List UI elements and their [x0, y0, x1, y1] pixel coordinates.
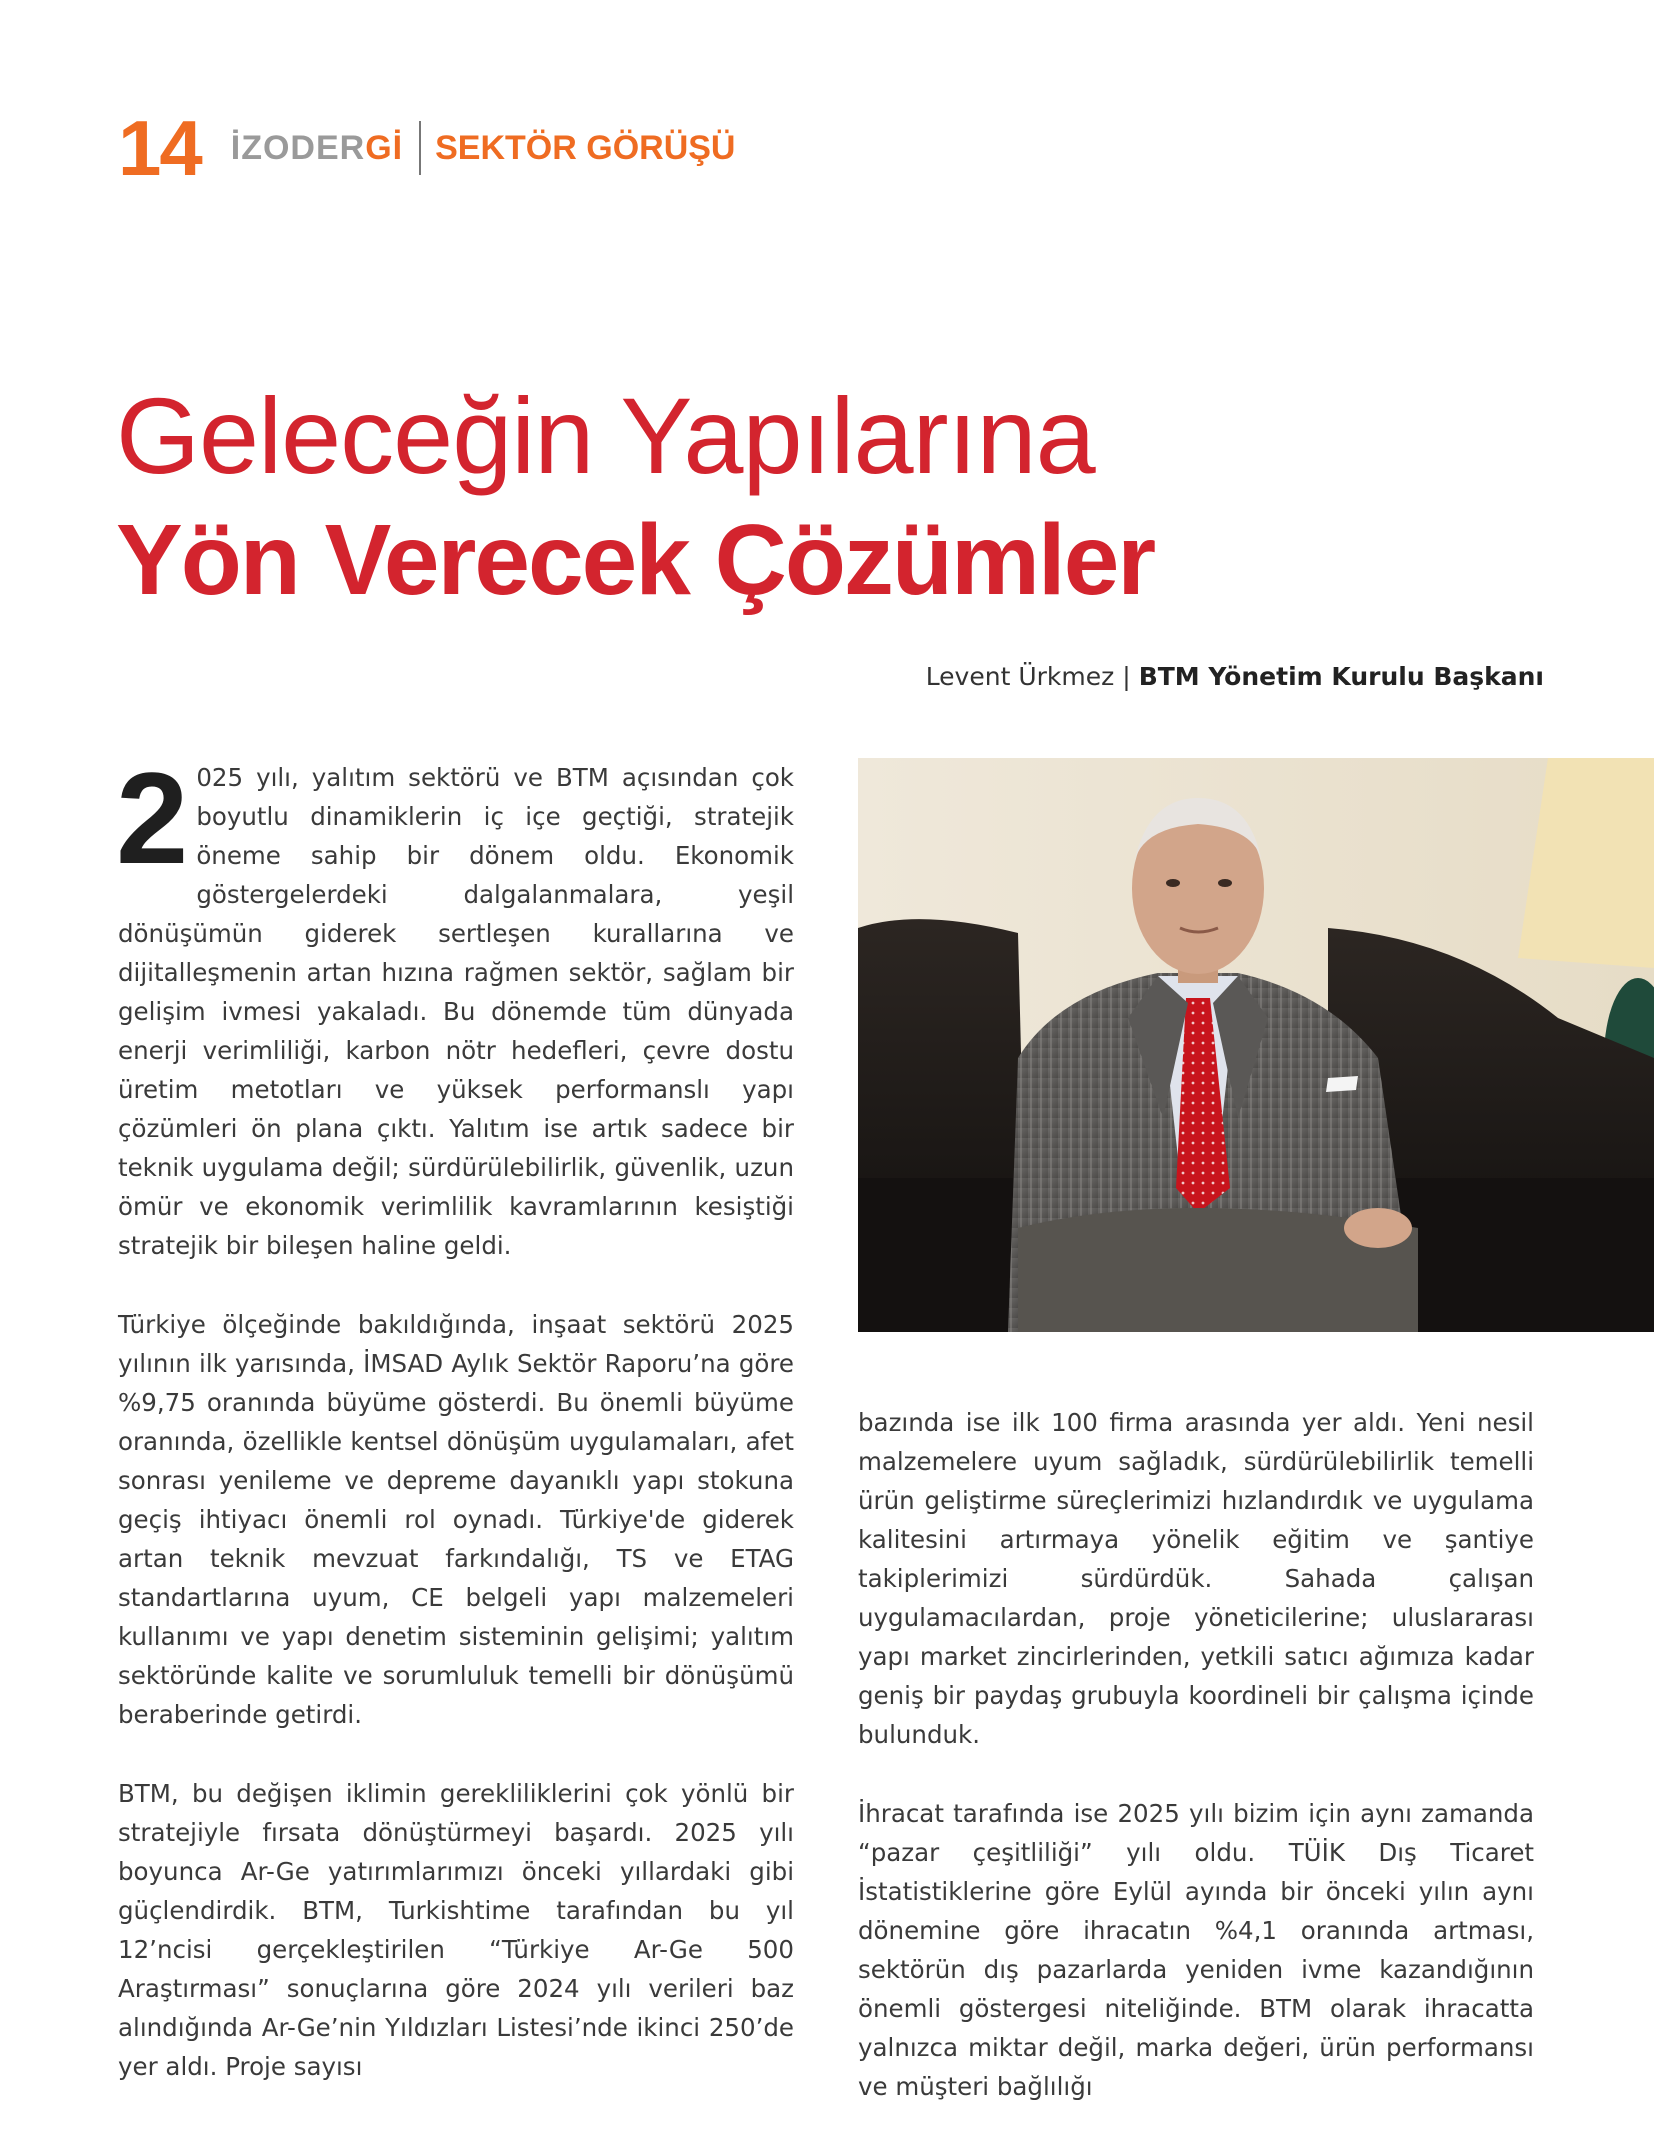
header-divider — [419, 121, 421, 175]
article-column-left — [116, 745, 794, 2126]
magazine-brand — [231, 131, 403, 165]
author-role: BTM Yönetim Kurulu Başkanı — [1138, 662, 1544, 691]
paragraph-intro — [116, 745, 794, 1265]
pocket-square — [1326, 1076, 1358, 1092]
paragraph-construction: Türkiye ölçeğinde bakıldığında, inşaat sektörü 2025 yılının ilk yarısında, İMSAD Aylık Sektör Raporu’na göre %9,75 oranında büyüme gösterdi. Bu önemli büyüme oranında, özellikle kentsel dönüşüm uygulamaları, afet sonrası yenileme ve depreme dayanıklı yapı stokuna geçiş ihtiyacı önemli rol oynadı. Türkiye'de giderek artan teknik mevzuat farkındalığı, TS ve ETAG standartlarına uyum, CE belgeli yapı malzemeleri kullanımı ve yapı denetim sisteminin gelişimi; yalıtım sektöründe kalite ve sorumluluk temelli bir dönüşümü beraberinde getirdi. — [118, 1310, 794, 1729]
eye-right — [1218, 879, 1232, 887]
brand-main: İZODER — [230, 129, 366, 167]
portrait-illustration — [858, 758, 1654, 1332]
paragraph-btm-strategy-cont: bazında ise ilk 100 firma arasında yer aldı. Yeni nesil malzemelere uyum sağladık, sürdürülebilirlik temelli ürün geliştirme süreçlerimizi hızlandırdık ve uygulama kalitesini artırmaya yönelik eğitim ve şantiye takiplerimizi sürdürdük. Sahada çalışan uygulamacılardan, proje yöneticilerine; uluslararası yapı market zincirlerinden, yetkili satıcı ağımıza kadar geniş bir paydaş grubuyla koordineli bir çalışma içinde bulunduk. — [858, 1408, 1534, 1749]
byline-separator: | — [1122, 662, 1131, 691]
paragraph-btm-strategy: BTM, bu değişen iklimin gerekliliklerini çok yönlü bir stratejiyle fırsata dönüştürmeyi başardı. 2025 yılı boyunca Ar-Ge yatırımlarımızı önceki yıllardaki gibi güçlendirdik. BTM, Turkishtime tarafından bu yıl 12’ncisi gerçekleştirilen “Türkiye Ar-Ge 500 Araştırması” sonuçlarına göre 2024 yılı verileri baz alındığında Ar-Ge’nin Yıldızları Listesi’nde ikinci 250’de yer aldı. Proje sayısı — [118, 1779, 794, 2081]
paragraph-intro-text: 025 yılı, yalıtım sektörü ve BTM açısından çok boyutlu dinamiklerin iç içe geçtiği, stratejik öneme sahip bir dönem oldu. Ekonomik göstergelerdeki dalgalanmalara, yeşil dönüşümün giderek sertleşen kurallarına ve dijitalleşmenin artan hızına rağmen sektör, sağlam bir gelişim ivmesi yakaladı. Bu dönemde tüm dünyada enerji verimliliği, karbon nötr hedefleri, çevre dostu üretim metotları ve yüksek performanslı yapı çözümleri ön plana çıktı. Yalıtım ise artık sadece bir teknik uygulama değil; sürdürülebilirlik, güvenlik, uzun ömür ve ekonomik verimlilik kavramlarının kesiştiği stratejik bir bileşen haline geldi. — [118, 763, 794, 1260]
eye-left — [1166, 879, 1180, 887]
byline — [926, 662, 1544, 691]
author-photo — [858, 758, 1654, 1332]
article-title-line1: Geleceğin Yapılarına — [116, 375, 1095, 496]
drop-cap: 2 — [116, 745, 189, 891]
page-header — [118, 104, 736, 192]
hand — [1344, 1208, 1412, 1248]
paragraph-export: İhracat tarafında ise 2025 yılı bizim için aynı zamanda “pazar çeşitliliği” yılı oldu. TÜİK Dış Ticaret İstatistiklerine göre Eylül ayında bir önceki yılın aynı dönemine göre ihracatın %4,1 oranında artması, sektörün dış pazarlarda yeniden ivme kazandığının önemli göstergesi niteliğinde. BTM olarak ihracatta yalnızca miktar değil, marka değeri, ürün performansı ve müşteri bağlılığı — [858, 1799, 1534, 2101]
page-number: 14 — [118, 104, 201, 192]
author-name: Levent Ürkmez — [925, 662, 1115, 691]
article-column-right — [858, 1403, 1534, 2146]
section-label: SEKTÖR GÖRÜŞÜ — [435, 129, 736, 167]
brand-accent: Gİ — [365, 129, 404, 167]
article-title-line2: Yön Verecek Çözümler — [116, 504, 1155, 616]
